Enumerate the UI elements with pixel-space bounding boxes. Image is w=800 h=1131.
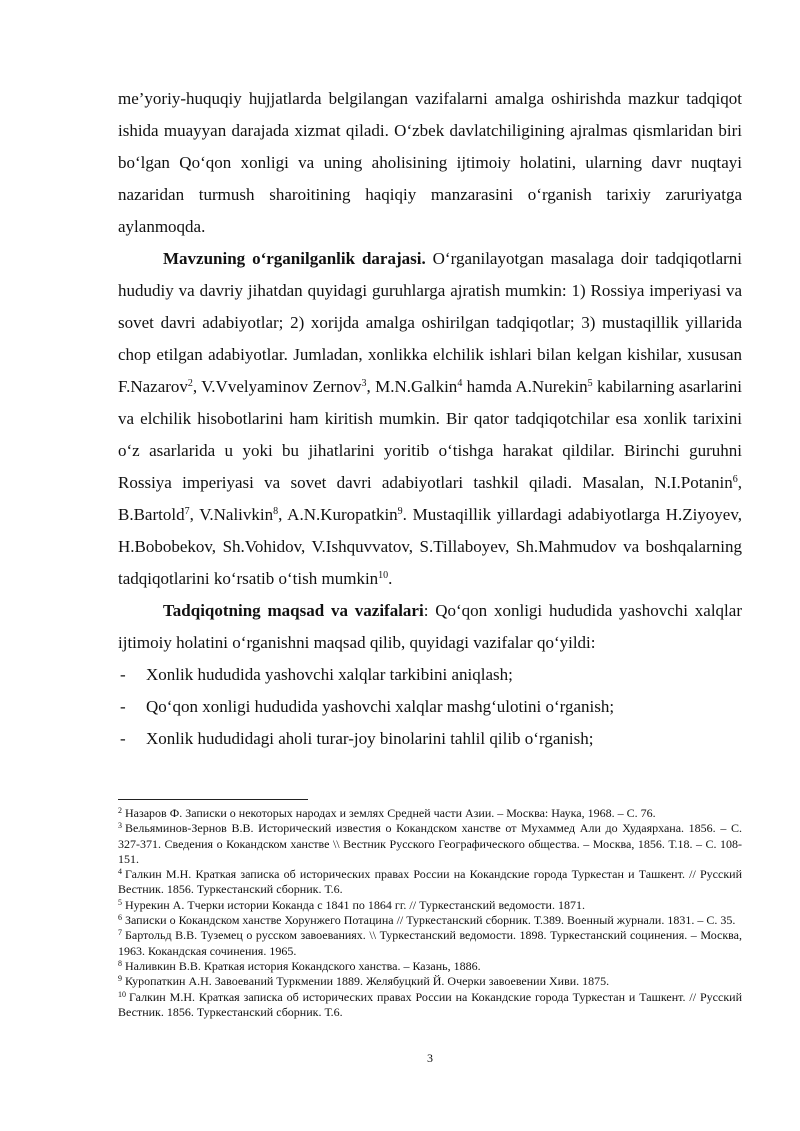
- footnote-ref-9: 9: [397, 506, 403, 517]
- footnote: $^9$ Куропаткин А.Н. Завоеваний Туркмении 1889. Желябуцкий Й. Очерки завоевении Хиви. 1875.: [118, 974, 610, 989]
- list-item: - Xonlik hududida yashovchi xalqlar tarkibini aniqlash;: [120, 659, 742, 691]
- task-list: [118, 659, 742, 755]
- footnote-ref-2: 2: [187, 378, 193, 389]
- footnote-ref-7: 7: [184, 506, 190, 517]
- list-item: - Qo‘qon xonligi hududida yashovchi xalqlar mashg‘ulotini o‘rganish;: [120, 691, 742, 723]
- literature-review-heading: Mavzuning o‘rganilganlik darajasi.: [163, 249, 426, 268]
- footnote-separator: [118, 799, 308, 800]
- paragraph-literature-review: Mavzuning o‘rganilganlik darajasi. O‘rganilayotgan masalaga doir tadqiqotlarni hududiy va davriy jihatdan quyidagi guruhlarga ajratish mumkin: 1) Rossiya imperiyasi va sovet davri adabiyotlar; 2) xorijda amalga oshirilgan tadqiqotlar; 3) mustaqillik yillarida chop etilgan adabiyotlar. Jumladan, xonlikka elchilik ishlari bilan kelgan kishilar, xususan F.Nazarov$^2$, V.Vvelyaminov Zernov$^3$, M.N.Galkin$^4$ hamda A.Nurekin$^5$ kabilarning asarlarini va elchilik hisobotlarini ham kiritish mumkin. Bir qator tadqiqotchilar esa xonlik tarixini o‘z asarlarida u yoki bu jihatlarini yoritib o‘tishga harakat qildilar. Birinchi guruhni Rossiya imperiyasi va sovet davri adabiyotlari tashkil qiladi. Masalan, N.I.Potanin$^6$, B.Bartold$^7$, V.Nalivkin$^8$, A.N.Kuropatkin$^9$. Mustaqillik yillardagi adabiyotlarga H.Ziyoyev, H.Bobobekov, Sh.Vohidov, V.Ishquvvatov, S.Tillaboyev, Sh.Mahmudov va boshqalarning tadqiqotlarini ko‘rsatib o‘tish mumkin$^{10}$.: [118, 249, 743, 588]
- list-dash: -: [120, 729, 126, 748]
- footnotes: [118, 806, 742, 1020]
- footnote: $^3$ Вельяминов-Зернов В.В. Исторический известия о Кокандском ханстве от Мухаммед Али до Худаярхана. 1856. – С. 327-371. Сведения о Кокандском ханстве \\ Вестник Русского Географического общества. – Москва, 1856. Т.18. – С. 108-151.: [118, 821, 742, 866]
- list-item: - Xonlik hududidagi aholi turar-joy binolarini tahlil qilib o‘rganish;: [120, 723, 742, 755]
- footnote-ref-5: 5: [587, 378, 593, 389]
- footnote: $^7$ Бартольд В.В. Туземец о русском завоеваниях. \\ Туркестанский ведомости. 1898. Туркестанский социнения. – Москва, 1963. Кокандская сочинения. 1965.: [118, 928, 742, 958]
- paragraph-aims: Tadqiqotning maqsad va vazifalari: Qo‘qon xonligi hududida yashovchi xalqlar ijtimoiy holatini o‘rganishni maqsad qilib, quyidagi vazifalar qo‘yildi:: [118, 601, 742, 652]
- footnote: $^8$ Наливкин В.В. Краткая история Кокандского ханства. – Казань, 1886.: [118, 958, 481, 973]
- footnote-ref-3: 3: [361, 378, 367, 389]
- page-number: 3: [427, 1051, 433, 1065]
- list-dash: -: [120, 665, 126, 684]
- footnote: $^5$ Нурекин А. Тчерки истории Коканда с 1841 по 1864 гг. // Туркестанский ведомости. 1871.: [118, 897, 585, 912]
- footnote: $^4$ Галкин М.Н. Краткая записка об исторических правах России на Кокандские города Туркестан и Ташкент. // Русский Вестник. 1856. Туркестанский сборник. Т.6.: [118, 867, 742, 897]
- footnote-ref-6: 6: [732, 474, 738, 485]
- footnote-ref-4: 4: [457, 378, 463, 389]
- paragraph-intro: me’yoriy-huquqiy hujjatlarda belgilangan vazifalarni amalga oshirishda mazkur tadqiqot ishida muayyan darajada xizmat qiladi. O‘zbek davlatchiligining ajralmas qismlaridan biri bo‘lgan Qo‘qon xonligi va uning aholisining ijtimoiy holatini, ularning davr nuqtayi nazaridan turmush sharoitining haqiqiy manzarasini o‘rganish tarixiy zaruriyatga aylanmoqda.: [118, 89, 742, 236]
- aims-heading: Tadqiqotning maqsad va vazifalari: [163, 601, 424, 620]
- footnote: $^6$ Записки о Кокандском ханстве Хорунжего Потацина // Туркестанский сборник. Т.389. Военный журнали. 1831. – С. 35.: [118, 913, 736, 928]
- list-dash: -: [120, 697, 126, 716]
- footnote-ref-10: 10: [378, 570, 389, 581]
- footnote-ref-8: 8: [273, 506, 279, 517]
- footnote: $^{10}$ Галкин М.Н. Краткая записка об исторических правах России на Кокандские города Туркестан и Ташкент. // Русский Вестник. 1856. Туркестанский сборник. Т.6.: [118, 989, 742, 1019]
- body-text: [118, 83, 742, 755]
- footnote: $^2$ Назаров Ф. Записки о некоторых народах и землях Средней части Азии. – Москва: Наука, 1968. – С. 76.: [118, 806, 656, 820]
